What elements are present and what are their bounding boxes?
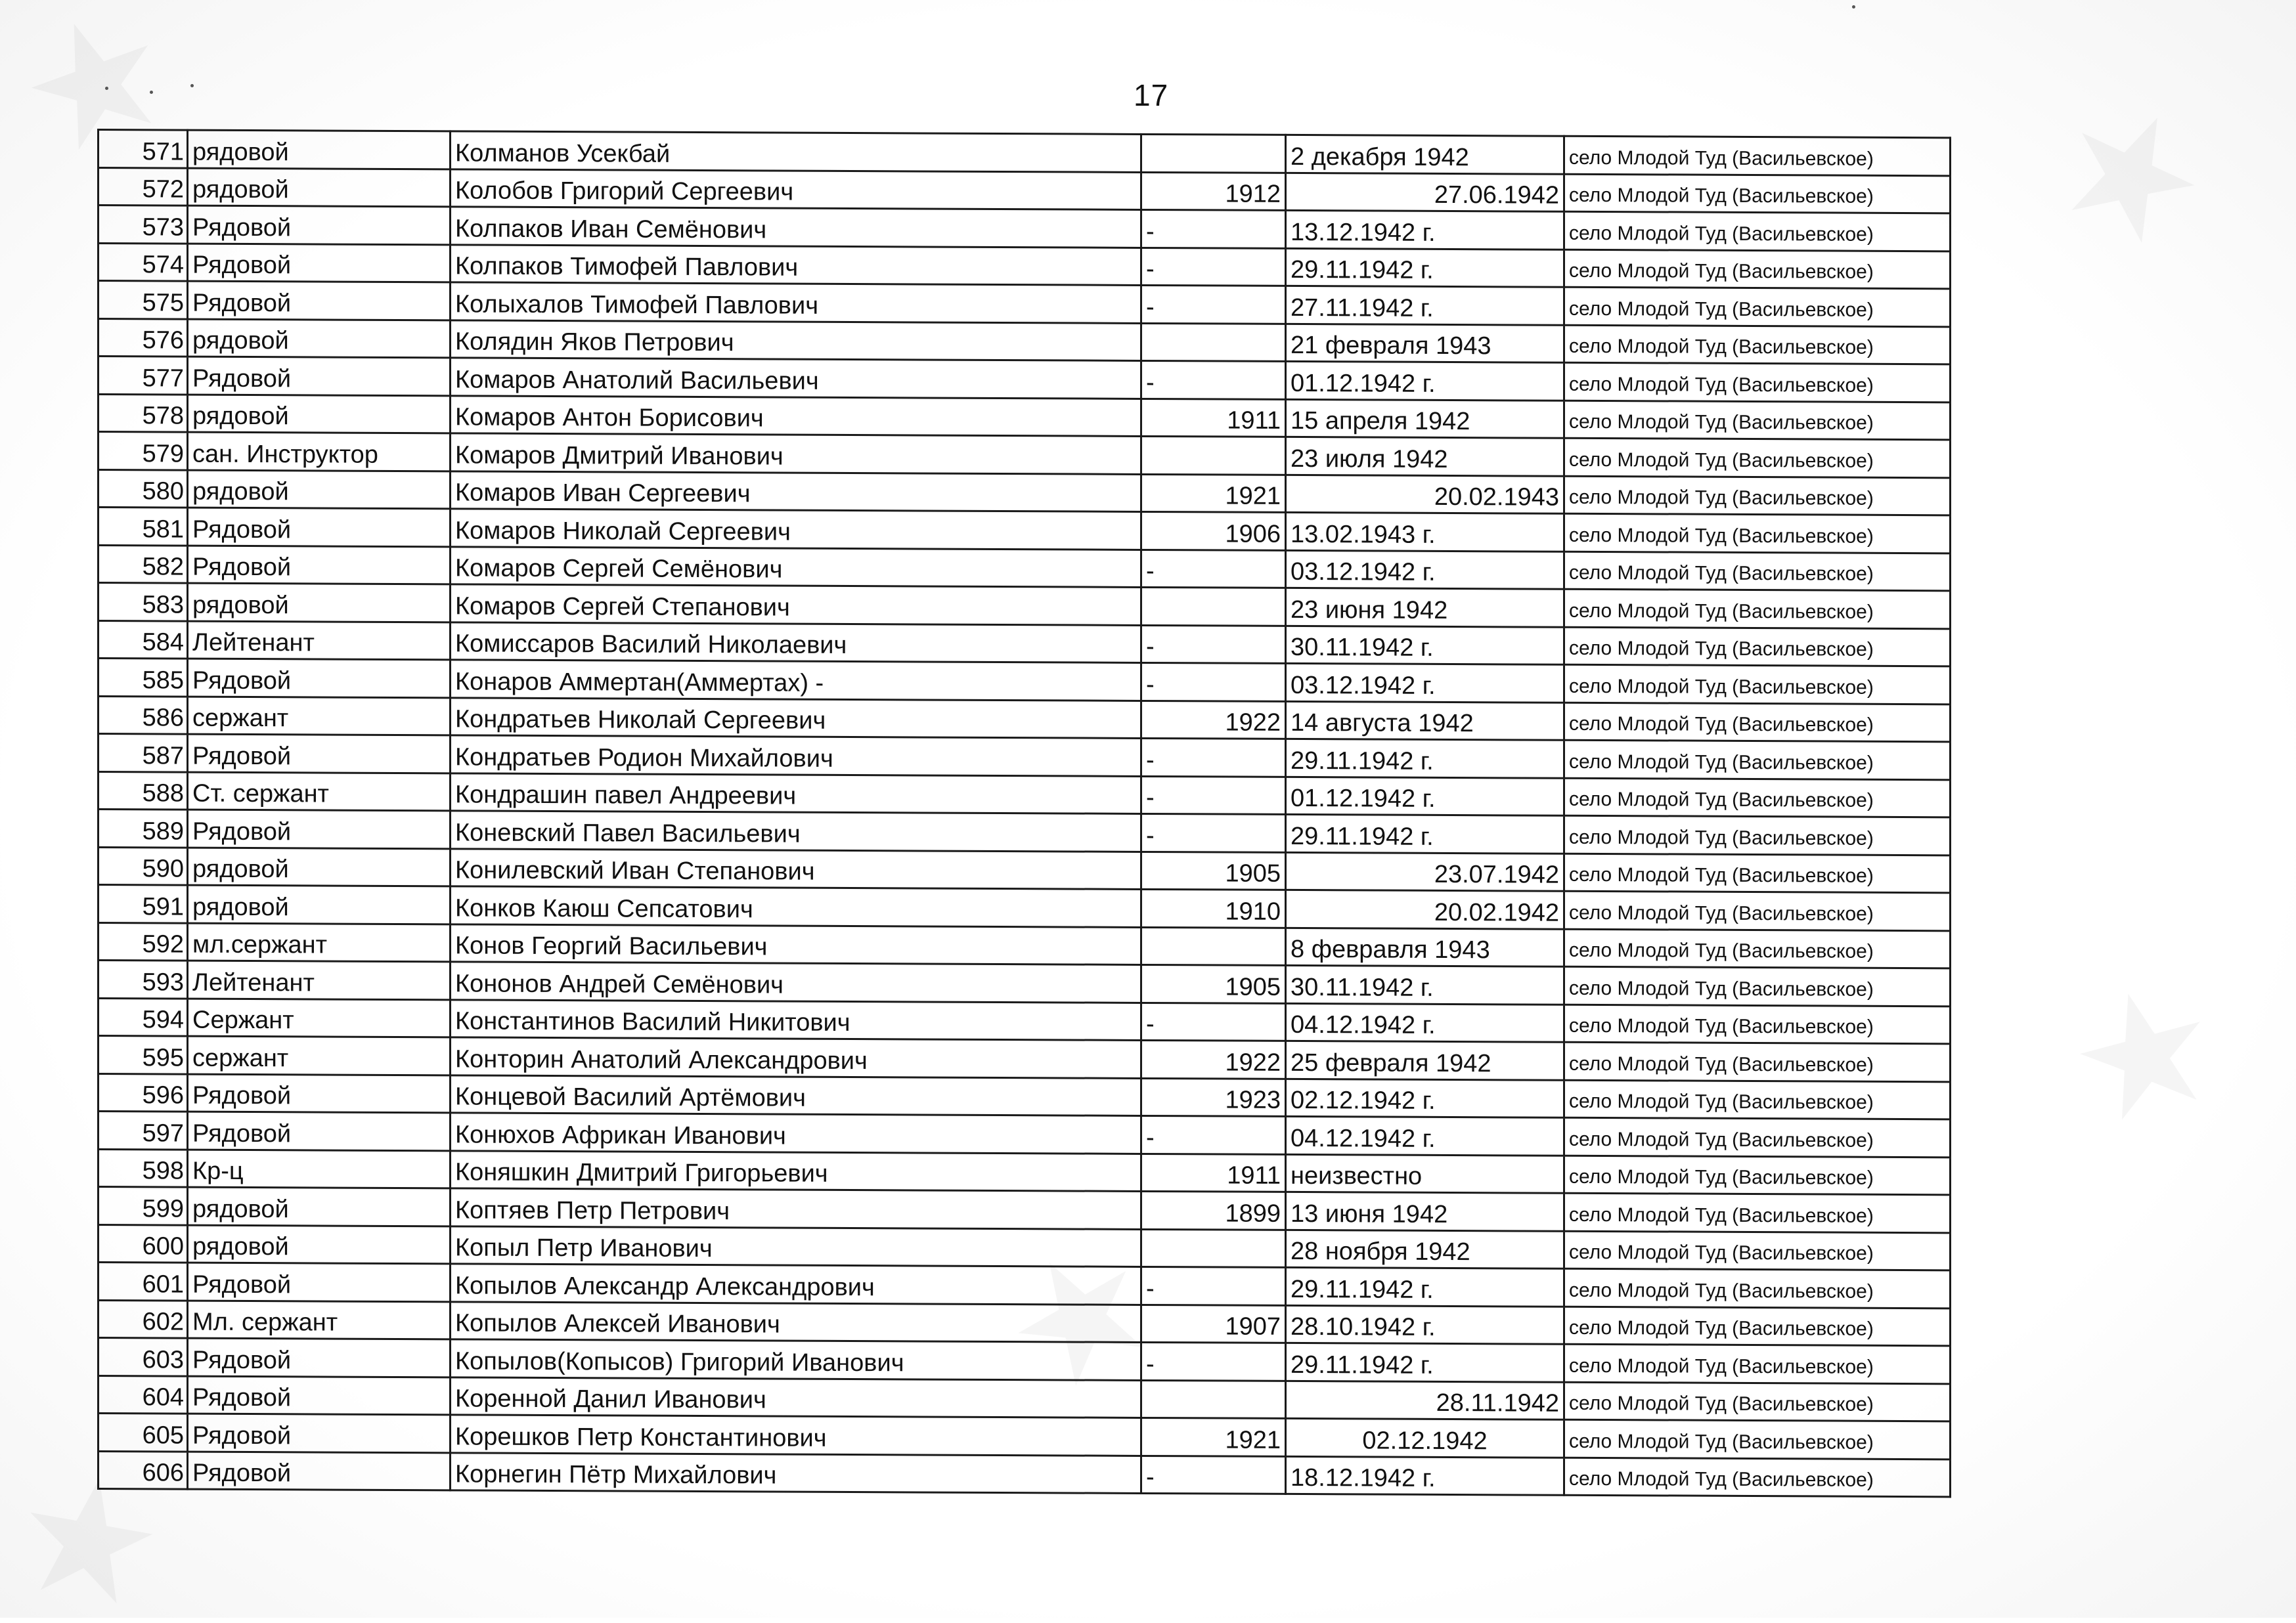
death-date-cell: 27.11.1942 г. bbox=[1286, 286, 1564, 324]
rank-cell: Рядовой bbox=[188, 659, 451, 697]
burial-place-cell: село Млодой Туд (Васильевское) bbox=[1564, 1268, 1951, 1308]
birth-year-cell: - bbox=[1141, 776, 1286, 814]
rank-cell: сержант bbox=[188, 697, 451, 735]
burial-place-cell: село Млодой Туд (Васильевское) bbox=[1564, 136, 1951, 175]
death-date-cell: 28.10.1942 г. bbox=[1286, 1305, 1564, 1344]
rank-cell: Рядовой bbox=[188, 244, 451, 282]
birth-year-cell bbox=[1141, 587, 1286, 625]
birth-year-cell bbox=[1141, 134, 1286, 172]
rank-cell: Рядовой bbox=[188, 1414, 451, 1452]
birth-year-cell: - bbox=[1141, 813, 1286, 852]
row-number: 601 bbox=[99, 1263, 188, 1301]
row-number: 577 bbox=[99, 357, 188, 395]
name-cell: Комаров Иван Сергеевич bbox=[451, 471, 1141, 511]
birth-year-cell: - bbox=[1141, 738, 1286, 776]
death-date-cell: 01.12.1942 г. bbox=[1286, 777, 1564, 815]
rank-cell: рядовой bbox=[188, 395, 451, 433]
burial-place-cell: село Млодой Туд (Васильевское) bbox=[1564, 589, 1951, 628]
birth-year-cell: - bbox=[1141, 1342, 1286, 1380]
death-date-cell: 03.12.1942 г. bbox=[1286, 550, 1564, 589]
table-row bbox=[99, 1451, 1951, 1497]
name-cell: Коренной Данил Иванович bbox=[451, 1377, 1141, 1417]
burial-place-cell: село Млодой Туд (Васильевское) bbox=[1564, 174, 1951, 213]
row-number: 573 bbox=[99, 206, 188, 244]
row-number: 593 bbox=[99, 961, 188, 999]
burial-place-cell: село Млодой Туд (Васильевское) bbox=[1564, 1344, 1951, 1383]
row-number: 575 bbox=[99, 281, 188, 319]
birth-year-cell: 1922 bbox=[1141, 1040, 1286, 1078]
name-cell: Колпаков Тимофей Павлович bbox=[451, 244, 1141, 285]
name-cell: Корешков Петр Константинович bbox=[451, 1415, 1141, 1456]
death-date-cell: 04.12.1942 г. bbox=[1286, 1116, 1564, 1155]
name-cell: Константинов Василий Никитович bbox=[451, 999, 1141, 1040]
rank-cell: рядовой bbox=[188, 470, 451, 509]
burial-place-cell: село Млодой Туд (Васильевское) bbox=[1564, 1231, 1951, 1270]
death-date-cell: 13.02.1943 г. bbox=[1286, 512, 1564, 551]
birth-year-cell: - bbox=[1141, 1456, 1286, 1494]
row-number: 582 bbox=[99, 545, 188, 583]
name-cell: Конков Каюш Сепсатович bbox=[451, 886, 1141, 927]
scan-speck bbox=[1852, 5, 1855, 9]
row-number: 598 bbox=[99, 1149, 188, 1187]
name-cell: Комаров Николай Сергеевич bbox=[451, 509, 1141, 550]
name-cell: Комаров Антон Борисович bbox=[451, 395, 1141, 436]
rank-cell: Рядовой bbox=[188, 1338, 451, 1377]
burial-place-cell: село Млодой Туд (Васильевское) bbox=[1564, 1193, 1951, 1232]
name-cell: Копылов Александр Александрович bbox=[451, 1264, 1141, 1305]
birth-year-cell: - bbox=[1141, 1115, 1286, 1154]
birth-year-cell: - bbox=[1141, 360, 1286, 399]
rank-cell: сан. Инструктор bbox=[188, 432, 451, 471]
burial-place-cell: село Млодой Туд (Васильевское) bbox=[1564, 703, 1951, 742]
row-number: 585 bbox=[99, 659, 188, 697]
row-number: 590 bbox=[99, 847, 188, 885]
name-cell: Колманов Усекбай bbox=[451, 131, 1141, 172]
rank-cell: Рядовой bbox=[188, 508, 451, 546]
page-number: 17 bbox=[1134, 78, 1169, 112]
burial-place-cell: село Млодой Туд (Васильевское) bbox=[1564, 438, 1951, 477]
rank-cell: Лейтенант bbox=[188, 961, 451, 999]
death-date-cell: 20.02.1942 bbox=[1286, 890, 1564, 928]
name-cell: Колпаков Иван Семёнович bbox=[451, 207, 1141, 248]
name-cell: Коняшкин Дмитрий Григорьевич bbox=[451, 1150, 1141, 1191]
death-date-cell: 18.12.1942 г. bbox=[1286, 1456, 1564, 1495]
birth-year-cell: 1907 bbox=[1141, 1305, 1286, 1343]
rank-cell: рядовой bbox=[188, 848, 451, 886]
birth-year-cell bbox=[1141, 323, 1286, 361]
birth-year-cell: - bbox=[1141, 1003, 1286, 1041]
rank-cell: рядовой bbox=[188, 319, 451, 358]
row-number: 574 bbox=[99, 243, 188, 281]
birth-year-cell: - bbox=[1141, 285, 1286, 323]
rank-cell: рядовой bbox=[188, 1187, 451, 1226]
name-cell: Копылов Алексей Иванович bbox=[451, 1301, 1141, 1342]
burial-place-cell: село Млодой Туд (Васильевское) bbox=[1564, 627, 1951, 666]
death-date-cell: 29.11.1942 г. bbox=[1286, 739, 1564, 777]
burial-place-cell: село Млодой Туд (Васильевское) bbox=[1564, 552, 1951, 591]
casualty-list-table bbox=[97, 129, 1951, 1498]
row-number: 588 bbox=[99, 771, 188, 810]
birth-year-cell: - bbox=[1141, 209, 1286, 248]
burial-place-cell: село Млодой Туд (Васильевское) bbox=[1564, 1005, 1951, 1044]
name-cell: Кононов Андрей Семёнович bbox=[451, 962, 1141, 1003]
burial-place-cell: село Млодой Туд (Васильевское) bbox=[1564, 513, 1951, 553]
birth-year-cell: 1922 bbox=[1141, 701, 1286, 739]
row-number: 602 bbox=[99, 1300, 188, 1338]
burial-place-cell: село Млодой Туд (Васильевское) bbox=[1564, 891, 1951, 930]
row-number: 576 bbox=[99, 318, 188, 357]
row-number: 599 bbox=[99, 1187, 188, 1225]
birth-year-cell bbox=[1141, 927, 1286, 965]
death-date-cell: 30.11.1942 г. bbox=[1286, 626, 1564, 664]
name-cell: Колядин Яков Петрович bbox=[451, 320, 1141, 360]
death-date-cell: 29.11.1942 г. bbox=[1286, 1343, 1564, 1381]
birth-year-cell: - bbox=[1141, 662, 1286, 701]
rank-cell: Мл. сержант bbox=[188, 1301, 451, 1339]
name-cell: Конилевский Иван Степанович bbox=[451, 848, 1141, 889]
row-number: 591 bbox=[99, 885, 188, 923]
burial-place-cell: село Млодой Туд (Васильевское) bbox=[1564, 1156, 1951, 1195]
death-date-cell: 13 июня 1942 bbox=[1286, 1192, 1564, 1230]
burial-place-cell: село Млодой Туд (Васильевское) bbox=[1564, 815, 1951, 855]
burial-place-cell: село Млодой Туд (Васильевское) bbox=[1564, 362, 1951, 402]
death-date-cell: 02.12.1942 г. bbox=[1286, 1079, 1564, 1117]
burial-place-cell: село Млодой Туд (Васильевское) bbox=[1564, 249, 1951, 289]
scan-speck bbox=[150, 91, 153, 94]
rank-cell: Рядовой bbox=[188, 206, 451, 244]
name-cell: Копыл Петр Иванович bbox=[451, 1226, 1141, 1266]
birth-year-cell: - bbox=[1141, 1266, 1286, 1305]
rank-cell: Рядовой bbox=[188, 1263, 451, 1301]
death-date-cell: 28.11.1942 bbox=[1286, 1381, 1564, 1419]
row-number: 586 bbox=[99, 696, 188, 734]
death-date-cell: 8 февравля 1943 bbox=[1286, 928, 1564, 966]
death-date-cell: 15 апреля 1942 bbox=[1286, 399, 1564, 438]
burial-place-cell: село Млодой Туд (Васильевское) bbox=[1564, 1307, 1951, 1346]
burial-place-cell: село Млодой Туд (Васильевское) bbox=[1564, 287, 1951, 326]
birth-year-cell: 1912 bbox=[1141, 172, 1286, 210]
row-number: 594 bbox=[99, 998, 188, 1036]
birth-year-cell: - bbox=[1141, 248, 1286, 286]
death-date-cell: 30.11.1942 г. bbox=[1286, 965, 1564, 1004]
name-cell: Кондратьев Николай Сергеевич bbox=[451, 697, 1141, 738]
name-cell: Конаров Аммертан(Аммертах) - bbox=[451, 660, 1141, 701]
death-date-cell: 2 декабря 1942 bbox=[1286, 135, 1564, 173]
name-cell: Кондратьев Родион Михайлович bbox=[451, 735, 1141, 776]
birth-year-cell: 1911 bbox=[1141, 1154, 1286, 1192]
burial-place-cell: село Млодой Туд (Васильевское) bbox=[1564, 1117, 1951, 1157]
death-date-cell: 23.07.1942 bbox=[1286, 852, 1564, 891]
birth-year-cell: 1905 bbox=[1141, 964, 1286, 1003]
death-date-cell: 28 ноября 1942 bbox=[1286, 1230, 1564, 1268]
name-cell: Кондрашин павел Андреевич bbox=[451, 773, 1141, 813]
rank-cell: Рядовой bbox=[188, 357, 451, 395]
burial-place-cell: село Млодой Туд (Васильевское) bbox=[1564, 1080, 1951, 1119]
name-cell: Концевой Василий Артёмович bbox=[451, 1075, 1141, 1115]
burial-place-cell: село Млодой Туд (Васильевское) bbox=[1564, 966, 1951, 1006]
burial-place-cell: село Млодой Туд (Васильевское) bbox=[1564, 929, 1951, 968]
name-cell: Конов Георгий Васильевич bbox=[451, 924, 1141, 964]
rank-cell: Рядовой bbox=[188, 1112, 451, 1150]
row-number: 587 bbox=[99, 734, 188, 772]
row-number: 572 bbox=[99, 167, 188, 206]
name-cell: Колобов Григорий Сергеевич bbox=[451, 169, 1141, 209]
death-date-cell: 29.11.1942 г. bbox=[1286, 1267, 1564, 1306]
burial-place-cell: село Млодой Туд (Васильевское) bbox=[1564, 476, 1951, 515]
birth-year-cell: 1911 bbox=[1141, 399, 1286, 437]
rank-cell: Рядовой bbox=[188, 1376, 451, 1415]
name-cell: Комаров Сергей Семёнович bbox=[451, 546, 1141, 587]
burial-place-cell: село Млодой Туд (Васильевское) bbox=[1564, 400, 1951, 440]
birth-year-cell bbox=[1141, 1229, 1286, 1267]
death-date-cell: 23 июня 1942 bbox=[1286, 588, 1564, 626]
death-date-cell: 04.12.1942 г. bbox=[1286, 1003, 1564, 1042]
burial-place-cell: село Млодой Туд (Васильевское) bbox=[1564, 664, 1951, 704]
scan-speck bbox=[105, 87, 108, 90]
burial-place-cell: село Млодой Туд (Васильевское) bbox=[1564, 1419, 1951, 1459]
row-number: 595 bbox=[99, 1036, 188, 1074]
burial-place-cell: село Млодой Туд (Васильевское) bbox=[1564, 1042, 1951, 1081]
row-number: 571 bbox=[99, 130, 188, 168]
burial-place-cell: село Млодой Туд (Васильевское) bbox=[1564, 778, 1951, 817]
death-date-cell: 29.11.1942 г. bbox=[1286, 248, 1564, 287]
rank-cell: Рядовой bbox=[188, 281, 451, 320]
scan-speck bbox=[190, 84, 194, 87]
death-date-cell: 01.12.1942 г. bbox=[1286, 361, 1564, 400]
burial-place-cell: село Млодой Туд (Васильевское) bbox=[1564, 1458, 1951, 1497]
burial-place-cell: село Млодой Туд (Васильевское) bbox=[1564, 1382, 1951, 1421]
birth-year-cell: 1899 bbox=[1141, 1191, 1286, 1229]
birth-year-cell bbox=[1141, 436, 1286, 474]
birth-year-cell: - bbox=[1141, 625, 1286, 663]
rank-cell: мл.сержант bbox=[188, 923, 451, 962]
name-cell: Комиссаров Василий Николаевич bbox=[451, 622, 1141, 662]
name-cell: Коптяев Петр Петрович bbox=[451, 1188, 1141, 1229]
row-number: 589 bbox=[99, 810, 188, 848]
death-date-cell: 14 августа 1942 bbox=[1286, 701, 1564, 740]
birth-year-cell: 1906 bbox=[1141, 511, 1286, 550]
rank-cell: Ст. сержант bbox=[188, 772, 451, 811]
row-number: 579 bbox=[99, 432, 188, 470]
name-cell: Конторин Анатолий Александрович bbox=[451, 1037, 1141, 1078]
row-number: 606 bbox=[99, 1451, 188, 1489]
burial-place-cell: село Млодой Туд (Васильевское) bbox=[1564, 211, 1951, 251]
row-number: 596 bbox=[99, 1073, 188, 1112]
rank-cell: Лейтенант bbox=[188, 621, 451, 660]
rank-cell: Рядовой bbox=[188, 1452, 451, 1490]
rank-cell: сержант bbox=[188, 1036, 451, 1075]
row-number: 592 bbox=[99, 922, 188, 961]
name-cell: Копылов(Копысов) Григорий Иванович bbox=[451, 1339, 1141, 1380]
burial-place-cell: село Млодой Туд (Васильевское) bbox=[1564, 325, 1951, 364]
rank-cell: Рядовой bbox=[188, 546, 451, 584]
death-date-cell: 20.02.1943 bbox=[1286, 475, 1564, 513]
birth-year-cell: 1910 bbox=[1141, 889, 1286, 927]
death-date-cell: 29.11.1942 г. bbox=[1286, 814, 1564, 853]
row-number: 578 bbox=[99, 394, 188, 432]
rank-cell: Кр-ц bbox=[188, 1150, 451, 1188]
rank-cell: рядовой bbox=[188, 168, 451, 207]
death-date-cell: 23 июля 1942 bbox=[1286, 437, 1564, 475]
rank-cell: рядовой bbox=[188, 583, 451, 622]
rank-cell: Рядовой bbox=[188, 1074, 451, 1113]
birth-year-cell: - bbox=[1141, 550, 1286, 588]
burial-place-cell: село Млодой Туд (Васильевское) bbox=[1564, 740, 1951, 779]
birth-year-cell: 1921 bbox=[1141, 1417, 1286, 1456]
rank-cell: Рядовой bbox=[188, 734, 451, 773]
name-cell: Корнегин Пётр Михайлович bbox=[451, 1452, 1141, 1493]
birth-year-cell bbox=[1141, 1380, 1286, 1418]
birth-year-cell: 1923 bbox=[1141, 1078, 1286, 1116]
death-date-cell: 21 февраля 1943 bbox=[1286, 324, 1564, 362]
name-cell: Коневский Павел Васильевич bbox=[451, 811, 1141, 852]
name-cell: Комаров Дмитрий Иванович bbox=[451, 433, 1141, 474]
name-cell: Колыхалов Тимофей Павлович bbox=[451, 282, 1141, 323]
row-number: 605 bbox=[99, 1414, 188, 1452]
row-number: 581 bbox=[99, 508, 188, 546]
death-date-cell: 27.06.1942 bbox=[1286, 173, 1564, 211]
death-date-cell: неизвестно bbox=[1286, 1154, 1564, 1193]
row-number: 580 bbox=[99, 469, 188, 508]
name-cell: Комаров Сергей Степанович bbox=[451, 584, 1141, 625]
name-cell: Конюхов Африкан Иванович bbox=[451, 1113, 1141, 1154]
row-number: 600 bbox=[99, 1224, 188, 1263]
birth-year-cell: 1905 bbox=[1141, 852, 1286, 890]
birth-year-cell: 1921 bbox=[1141, 474, 1286, 512]
rank-cell: Сержант bbox=[188, 999, 451, 1037]
burial-place-cell: село Млодой Туд (Васильевское) bbox=[1564, 854, 1951, 893]
death-date-cell: 02.12.1942 bbox=[1286, 1418, 1564, 1457]
rank-cell: рядовой bbox=[188, 1225, 451, 1264]
row-number: 597 bbox=[99, 1112, 188, 1150]
rank-cell: рядовой bbox=[188, 885, 451, 924]
death-date-cell: 03.12.1942 г. bbox=[1286, 663, 1564, 702]
name-cell: Комаров Анатолий Васильевич bbox=[451, 358, 1141, 399]
row-number: 583 bbox=[99, 583, 188, 621]
row-number: 584 bbox=[99, 620, 188, 659]
rank-cell: рядовой bbox=[188, 130, 451, 169]
death-date-cell: 13.12.1942 г. bbox=[1286, 210, 1564, 249]
row-number: 603 bbox=[99, 1338, 188, 1376]
rank-cell: Рядовой bbox=[188, 810, 451, 848]
death-date-cell: 25 февраля 1942 bbox=[1286, 1041, 1564, 1079]
row-number: 604 bbox=[99, 1375, 188, 1414]
